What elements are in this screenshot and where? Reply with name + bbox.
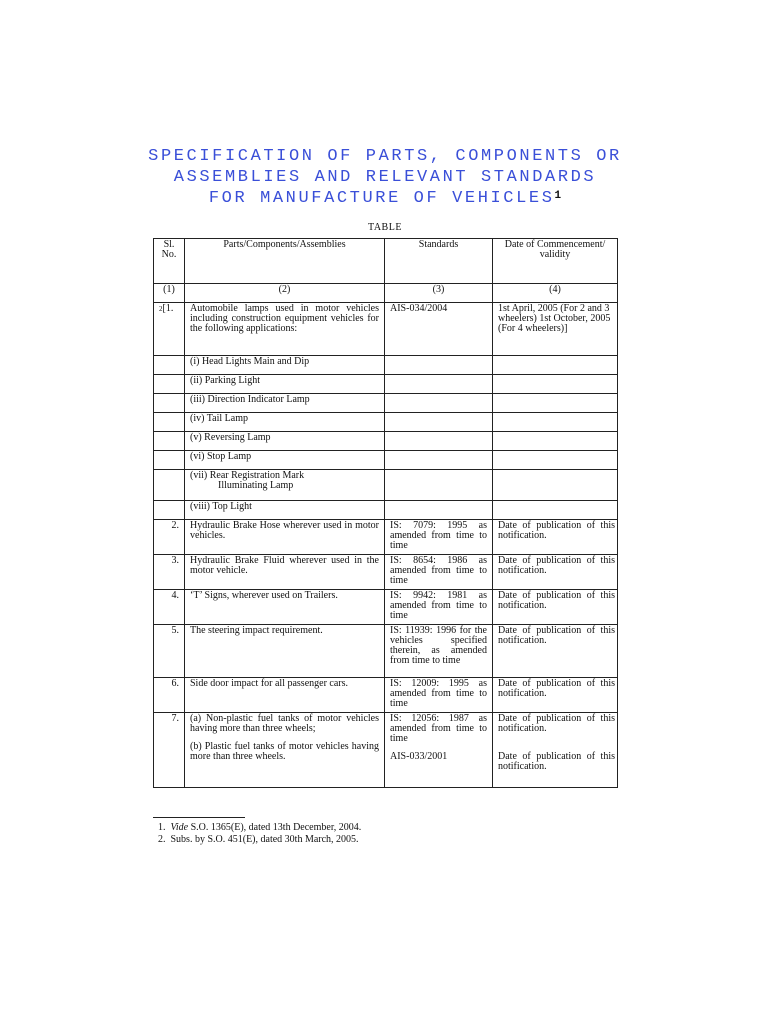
row-3-number: 3. [154,555,185,590]
row-2-part: Hydraulic Brake Hose wherever used in motor vehicles. [185,520,385,555]
row-7-date-b: Date of publication of this notification. [498,751,615,772]
row-7-part [185,713,385,788]
sub-item: (iii) Direction Indicator Lamp [185,394,385,413]
footnotes [158,822,361,845]
row-4-standard: IS: 9942: 1981 as amended from time to time [385,590,493,625]
sub-item-vii-cont: Illuminating Lamp [218,480,294,491]
sub-item [185,470,385,501]
title-footnote-mark: 1 [554,190,562,202]
sub-item-vii: (vii) Rear Registration Mark [190,470,305,481]
row-3-standard: IS: 8654: 1986 as amended from time to time [385,555,493,590]
table-header-row [154,239,618,284]
sub-item: (iv) Tail Lamp [185,413,385,432]
row-6-standard: IS: 12009: 1995 as amended from time to time [385,678,493,713]
row-2-date: Date of publication of this notification. [493,520,618,555]
footnote-2-text: Subs. by S.O. 451(E), dated 30th March, 2005. [170,833,359,845]
row-6-part: Side door impact for all passenger cars. [185,678,385,713]
row-6-date: Date of publication of this notification. [493,678,618,713]
row-5-number: 5. [154,625,185,678]
sub-item: (i) Head Lights Main and Dip [185,356,385,375]
table-row [154,590,618,625]
table-row [154,678,618,713]
row-7-part-b: (b) Plastic fuel tanks of motor vehicles having more than three wheels. [190,741,379,762]
table-row [154,413,618,432]
table-row [154,625,618,678]
document-title [120,146,650,209]
title-line-1: SPECIFICATION OF PARTS, COMPONENTS OR [148,147,622,166]
row-1-part: Automobile lamps used in motor vehicles including construction equipment vehicles for the following applications: [185,303,385,356]
table-row [154,303,618,356]
sub-item: (vi) Stop Lamp [185,451,385,470]
header-sl-no: Sl. No. [154,239,185,284]
table-row [154,356,618,375]
row-7-standard-a: IS: 12056: 1987 as amended from time to time [390,713,487,744]
row-2-number: 2. [154,520,185,555]
row-7-part-a: (a) Non-plastic fuel tanks of motor vehicles having more than three wheels; [190,713,379,734]
row-1-number-text: [1. [162,303,174,314]
row-4-part: ‘T’ Signs, wherever used on Trailers. [185,590,385,625]
row-7-date [493,713,618,788]
row-1-date: 1st April, 2005 (For 2 and 3 wheelers) 1st October, 2005 (For 4 wheelers)] [493,303,618,356]
footnote-2 [158,834,361,846]
title-line-3 [120,188,650,209]
row-7-standard-b: AIS-033/2001 [390,751,448,762]
row-1-standard: AIS-034/2004 [385,303,493,356]
row-4-date: Date of publication of this notification. [493,590,618,625]
row-2-standard: IS: 7079: 1995 as amended from time to time [385,520,493,555]
row-7-number: 7. [154,713,185,788]
header-standards: Standards [385,239,493,284]
title-line-3-text: FOR MANUFACTURE OF VEHICLES [208,189,555,208]
header-date: Date of Commencement/ validity [493,239,618,284]
table-row [154,520,618,555]
row-3-date: Date of publication of this notification. [493,555,618,590]
title-line-2: ASSEMBLIES AND RELEVANT STANDARDS [173,168,597,187]
table-caption: TABLE [368,222,402,233]
sub-item: (v) Reversing Lamp [185,432,385,451]
footnote-1-text: S.O. 1365(E), dated 13th December, 2004. [190,822,362,833]
table-row [154,713,618,788]
footnote-1-number: 1. [158,822,166,833]
row-1-number [154,303,185,356]
table-row [154,394,618,413]
table-row [154,375,618,394]
header-parts: Parts/Components/Assemblies [185,239,385,284]
row-5-standard: IS: 11939: 1996 for the vehicles specified therein, as amended from time to time [385,625,493,678]
row-1-footnote-mark: 2 [159,305,163,313]
table-row [154,432,618,451]
row-3-part: Hydraulic Brake Fluid wherever used in the motor vehicle. [185,555,385,590]
row-7-date-a: Date of publication of this notification. [498,713,615,734]
sub-item: (viii) Top Light [185,501,385,520]
row-5-date: Date of publication of this notification. [493,625,618,678]
row-4-number: 4. [154,590,185,625]
column-number-1: (1) [154,284,185,303]
table-row [154,470,618,501]
column-number-row [154,284,618,303]
column-number-4: (4) [493,284,618,303]
footnote-1 [158,822,361,834]
table-row [154,555,618,590]
row-6-number: 6. [154,678,185,713]
footnote-divider [153,817,245,818]
column-number-3: (3) [385,284,493,303]
row-7-standard [385,713,493,788]
row-5-part: The steering impact requirement. [185,625,385,678]
table-row [154,501,618,520]
footnote-2-number: 2. [158,833,166,845]
sub-item: (ii) Parking Light [185,375,385,394]
footnote-1-vide: Vide [170,822,189,833]
table-row [154,451,618,470]
specification-table [153,238,618,788]
column-number-2: (2) [185,284,385,303]
